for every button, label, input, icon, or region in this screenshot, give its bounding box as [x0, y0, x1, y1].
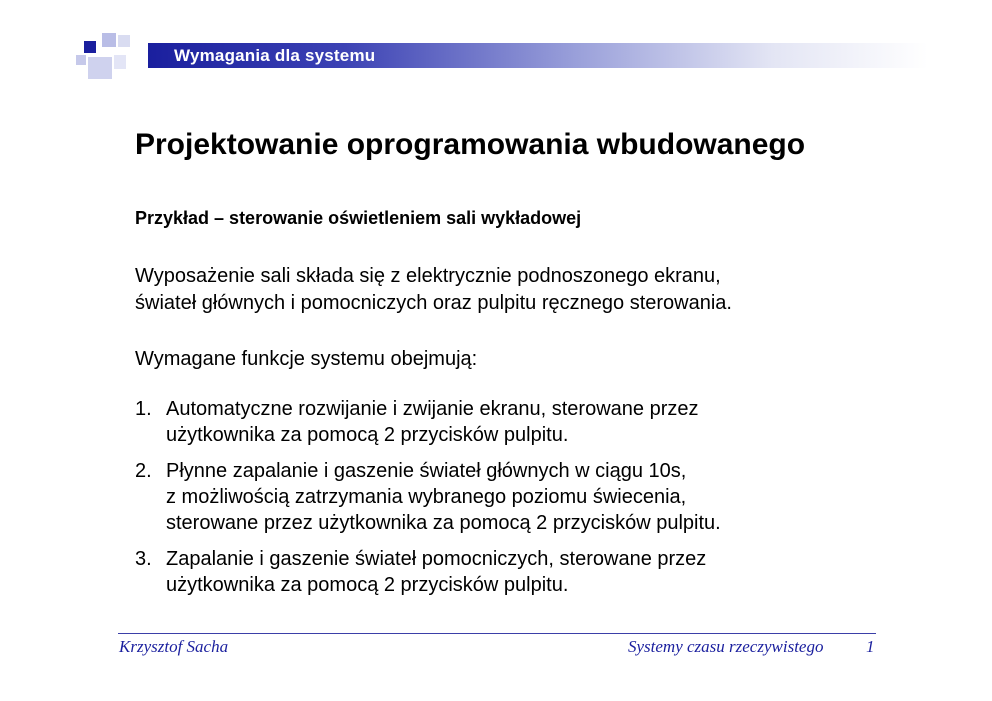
- logo-square-pale: [118, 35, 130, 47]
- list-item-line: Automatyczne rozwijanie i zwijanie ekranu, sterowane przez: [166, 398, 699, 420]
- list-item-line: sterowane przez użytkownika za pomocą 2 przycisków pulpitu.: [166, 512, 721, 534]
- slide-title: Projektowanie oprogramowania wbudowanego: [135, 128, 806, 161]
- footer-course: Systemy czasu rzeczywistego: [628, 637, 824, 656]
- logo-square-light: [88, 57, 112, 79]
- list-item-line: Zapalanie i gaszenie świateł pomocniczych, sterowane przez: [166, 548, 707, 570]
- page-number: 1: [866, 637, 875, 656]
- list-item-number: 1.: [135, 398, 152, 420]
- footer-author: Krzysztof Sacha: [119, 637, 229, 656]
- functions-heading: Wymagane funkcje systemu obejmują:: [135, 348, 478, 370]
- list-item: [135, 458, 721, 536]
- list-item: [135, 396, 721, 448]
- footer-divider: [118, 633, 876, 634]
- logo-square-pale: [76, 55, 86, 65]
- list-item-line: z możliwością zatrzymania wybranego poziomu świecenia,: [166, 486, 687, 508]
- list-item-line: użytkownika za pomocą 2 przycisków pulpitu.: [166, 574, 569, 596]
- logo-square-light: [102, 33, 116, 47]
- logo-square-dark: [84, 41, 96, 53]
- slide-logo-squares: [76, 33, 156, 83]
- intro-line: Wyposażenie sali składa się z elektrycznie podnoszonego ekranu,: [135, 265, 721, 287]
- list-item-number: 3.: [135, 548, 152, 570]
- slide-subtitle: Przykład – sterowanie oświetleniem sali wykładowej: [135, 208, 582, 228]
- logo-square-pale: [114, 55, 126, 69]
- requirements-list: [135, 396, 721, 608]
- list-item-number: 2.: [135, 460, 152, 482]
- section-title: Wymagania dla systemu: [174, 46, 376, 65]
- list-item: [135, 546, 721, 598]
- list-item-line: Płynne zapalanie i gaszenie świateł głównych w ciągu 10s,: [166, 460, 687, 482]
- intro-paragraph: [135, 263, 732, 317]
- intro-line: świateł głównych i pomocniczych oraz pulpitu ręcznego sterowania.: [135, 292, 732, 314]
- list-item-line: użytkownika za pomocą 2 przycisków pulpitu.: [166, 424, 569, 446]
